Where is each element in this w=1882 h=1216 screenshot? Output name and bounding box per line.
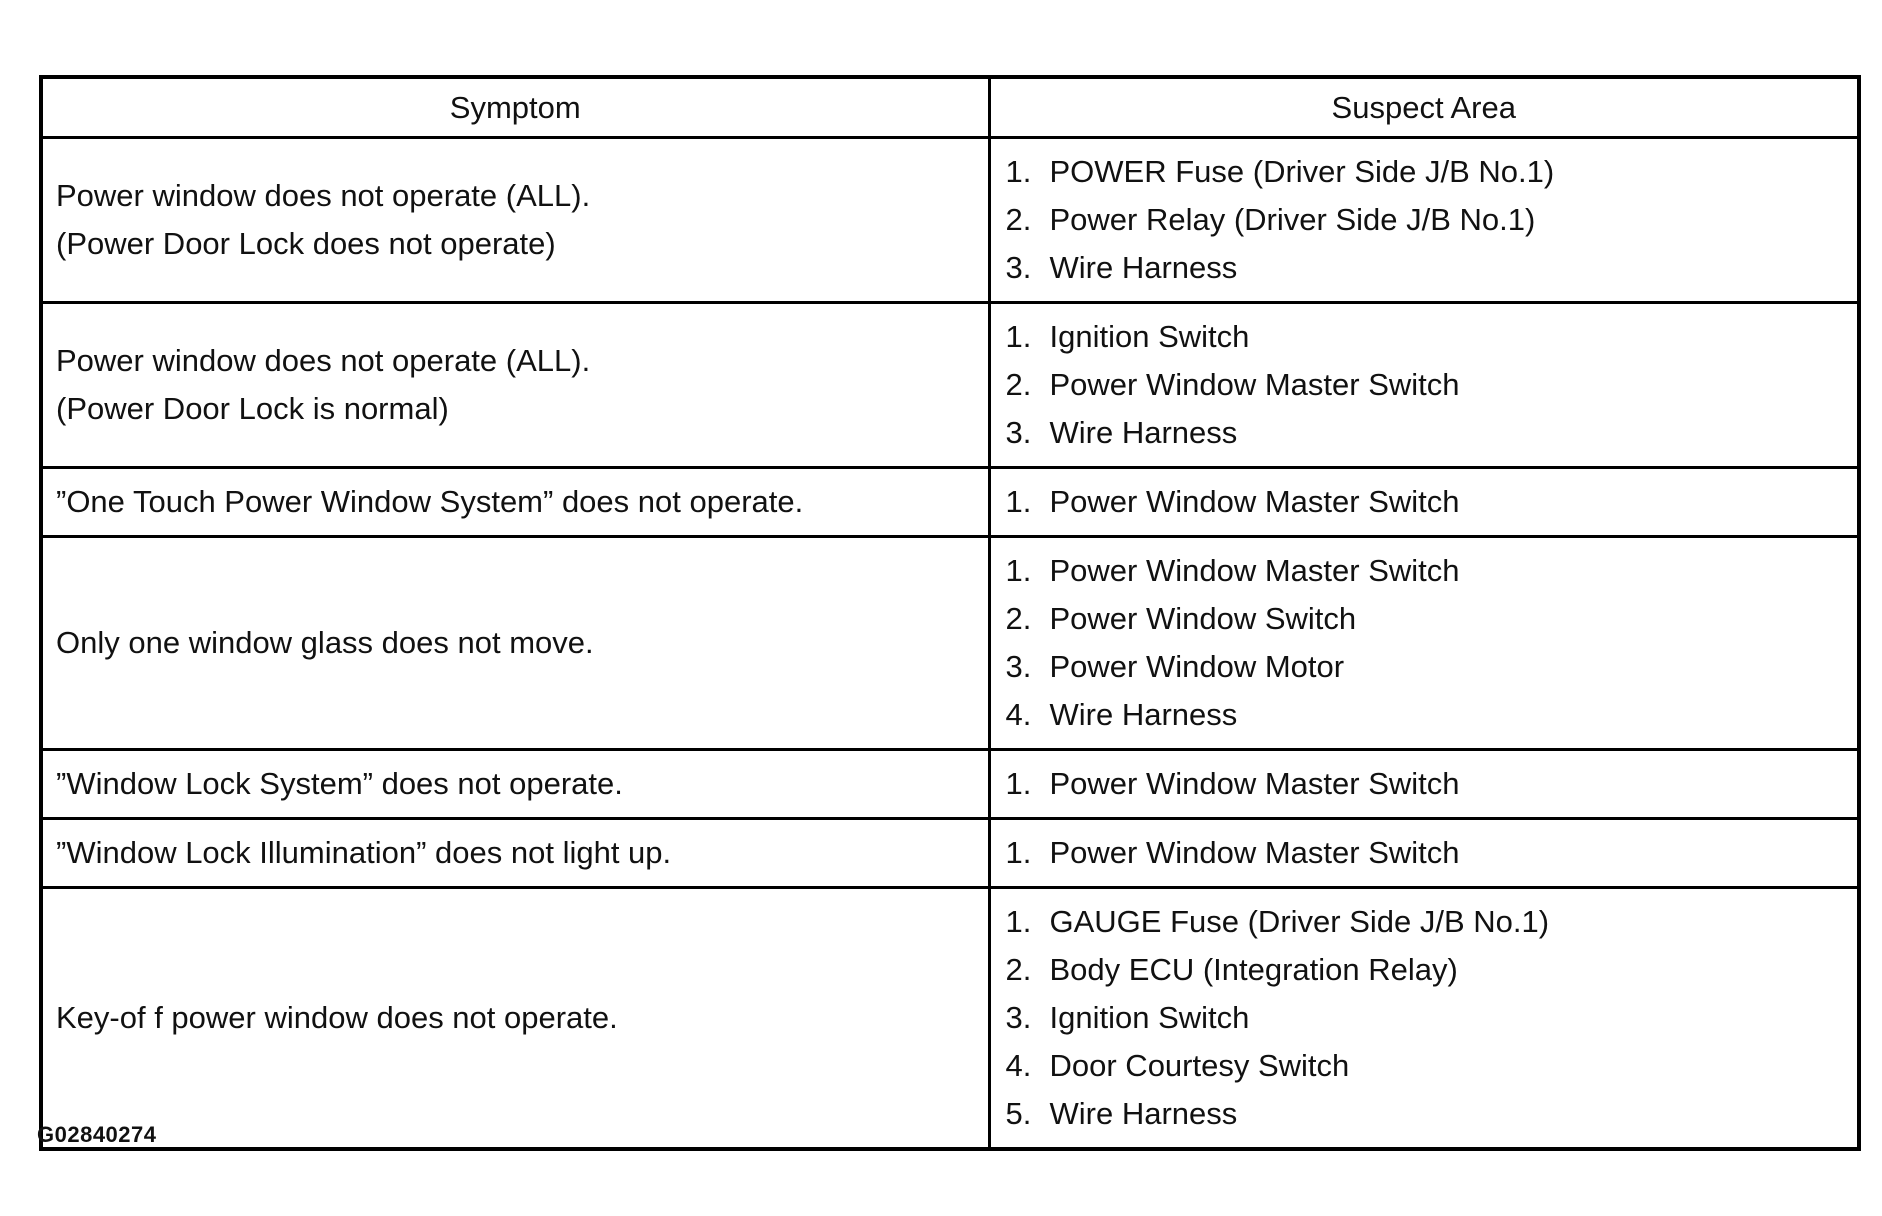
table-row bbox=[41, 819, 1859, 888]
suspect-area-list bbox=[1006, 760, 1858, 808]
suspect-area-item bbox=[1006, 595, 1858, 643]
item-number: 1. bbox=[1005, 904, 1032, 939]
symptom-text: (Power Door Lock is normal) bbox=[56, 391, 449, 426]
table-row bbox=[41, 468, 1859, 537]
item-number: 3. bbox=[1005, 250, 1032, 285]
symptom-cell bbox=[41, 750, 989, 819]
suspect-area-list bbox=[1006, 478, 1858, 526]
suspect-area-item bbox=[1006, 829, 1858, 877]
symptom-text: ”Window Lock Illumination” does not light up. bbox=[56, 835, 672, 870]
suspect-area-list bbox=[1006, 829, 1858, 877]
table-row bbox=[41, 750, 1859, 819]
suspect-area-cell bbox=[989, 138, 1859, 303]
suspect-area-cell bbox=[989, 468, 1859, 537]
troubleshooting-table-container bbox=[39, 75, 1857, 1151]
item-text: Body ECU (Integration Relay) bbox=[1049, 952, 1458, 987]
suspect-area-list bbox=[1006, 313, 1858, 457]
suspect-area-list bbox=[1006, 547, 1858, 739]
symptom-cell bbox=[41, 303, 989, 468]
suspect-area-cell bbox=[989, 888, 1859, 1150]
item-text: POWER Fuse (Driver Side J/B No.1) bbox=[1049, 154, 1555, 189]
item-number: 4. bbox=[1005, 697, 1032, 732]
item-text: Power Window Master Switch bbox=[1049, 367, 1460, 402]
item-text: GAUGE Fuse (Driver Side J/B No.1) bbox=[1049, 904, 1550, 939]
problem-symptoms-table bbox=[39, 75, 1861, 1151]
suspect-area-cell bbox=[989, 537, 1859, 750]
symptom-text: Only one window glass does not move. bbox=[56, 625, 594, 660]
symptom-text: Power window does not operate (ALL). bbox=[56, 178, 591, 213]
table-row bbox=[41, 303, 1859, 468]
item-text: Wire Harness bbox=[1049, 250, 1238, 285]
suspect-area-cell bbox=[989, 303, 1859, 468]
suspect-area-item bbox=[1006, 691, 1858, 739]
item-number: 2. bbox=[1005, 367, 1032, 402]
item-number: 1. bbox=[1005, 484, 1032, 519]
item-number: 1. bbox=[1005, 766, 1032, 801]
item-number: 2. bbox=[1005, 952, 1032, 987]
item-number: 3. bbox=[1005, 415, 1032, 450]
item-number: 5. bbox=[1005, 1096, 1032, 1131]
suspect-area-item bbox=[1006, 643, 1858, 691]
table-body bbox=[41, 138, 1859, 1150]
suspect-area-item bbox=[1006, 547, 1858, 595]
item-text: Door Courtesy Switch bbox=[1049, 1048, 1350, 1083]
item-number: 2. bbox=[1005, 601, 1032, 636]
table-row bbox=[41, 537, 1859, 750]
item-number: 1. bbox=[1005, 319, 1032, 354]
symptom-cell bbox=[41, 888, 989, 1150]
item-text: Power Window Switch bbox=[1049, 601, 1357, 636]
suspect-area-item bbox=[1006, 946, 1858, 994]
suspect-area-item bbox=[1006, 196, 1858, 244]
item-number: 2. bbox=[1005, 202, 1032, 237]
symptom-text: (Power Door Lock does not operate) bbox=[56, 226, 556, 261]
symptom-cell bbox=[41, 138, 989, 303]
suspect-area-item bbox=[1006, 760, 1858, 808]
item-text: Power Relay (Driver Side J/B No.1) bbox=[1049, 202, 1536, 237]
suspect-area-column-header: Suspect Area bbox=[989, 77, 1859, 138]
table-header-row bbox=[41, 77, 1859, 138]
item-text: Power Window Master Switch bbox=[1049, 766, 1460, 801]
suspect-area-item bbox=[1006, 313, 1858, 361]
symptom-cell bbox=[41, 537, 989, 750]
item-number: 1. bbox=[1005, 154, 1032, 189]
suspect-area-item bbox=[1006, 898, 1858, 946]
item-text: Ignition Switch bbox=[1049, 1000, 1250, 1035]
suspect-area-item bbox=[1006, 1042, 1858, 1090]
suspect-area-list bbox=[1006, 898, 1858, 1138]
suspect-area-list bbox=[1006, 148, 1858, 292]
item-text: Power Window Motor bbox=[1049, 649, 1345, 684]
suspect-area-item bbox=[1006, 148, 1858, 196]
symptom-cell bbox=[41, 819, 989, 888]
suspect-area-item bbox=[1006, 409, 1858, 457]
item-number: 1. bbox=[1005, 553, 1032, 588]
suspect-area-item bbox=[1006, 1090, 1858, 1138]
symptom-text: ”One Touch Power Window System” does not operate. bbox=[56, 484, 804, 519]
suspect-area-cell bbox=[989, 750, 1859, 819]
suspect-area-item bbox=[1006, 994, 1858, 1042]
item-number: 4. bbox=[1005, 1048, 1032, 1083]
item-text: Wire Harness bbox=[1049, 415, 1238, 450]
item-number: 1. bbox=[1005, 835, 1032, 870]
item-text: Ignition Switch bbox=[1049, 319, 1250, 354]
suspect-area-cell bbox=[989, 819, 1859, 888]
table-row bbox=[41, 138, 1859, 303]
item-text: Power Window Master Switch bbox=[1049, 835, 1460, 870]
symptom-column-header: Symptom bbox=[41, 77, 989, 138]
item-text: Power Window Master Switch bbox=[1049, 484, 1460, 519]
suspect-area-item bbox=[1006, 478, 1858, 526]
item-text: Wire Harness bbox=[1049, 1096, 1238, 1131]
table-row bbox=[41, 888, 1859, 1150]
symptom-cell bbox=[41, 468, 989, 537]
symptom-text: Key-of f power window does not operate. bbox=[56, 1000, 618, 1035]
item-number: 3. bbox=[1005, 649, 1032, 684]
suspect-area-item bbox=[1006, 361, 1858, 409]
figure-id-label: G02840274 bbox=[37, 1122, 157, 1147]
item-number: 3. bbox=[1005, 1000, 1032, 1035]
item-text: Power Window Master Switch bbox=[1049, 553, 1460, 588]
symptom-text: ”Window Lock System” does not operate. bbox=[56, 766, 623, 801]
item-text: Wire Harness bbox=[1049, 697, 1238, 732]
suspect-area-item bbox=[1006, 244, 1858, 292]
symptom-text: Power window does not operate (ALL). bbox=[56, 343, 591, 378]
